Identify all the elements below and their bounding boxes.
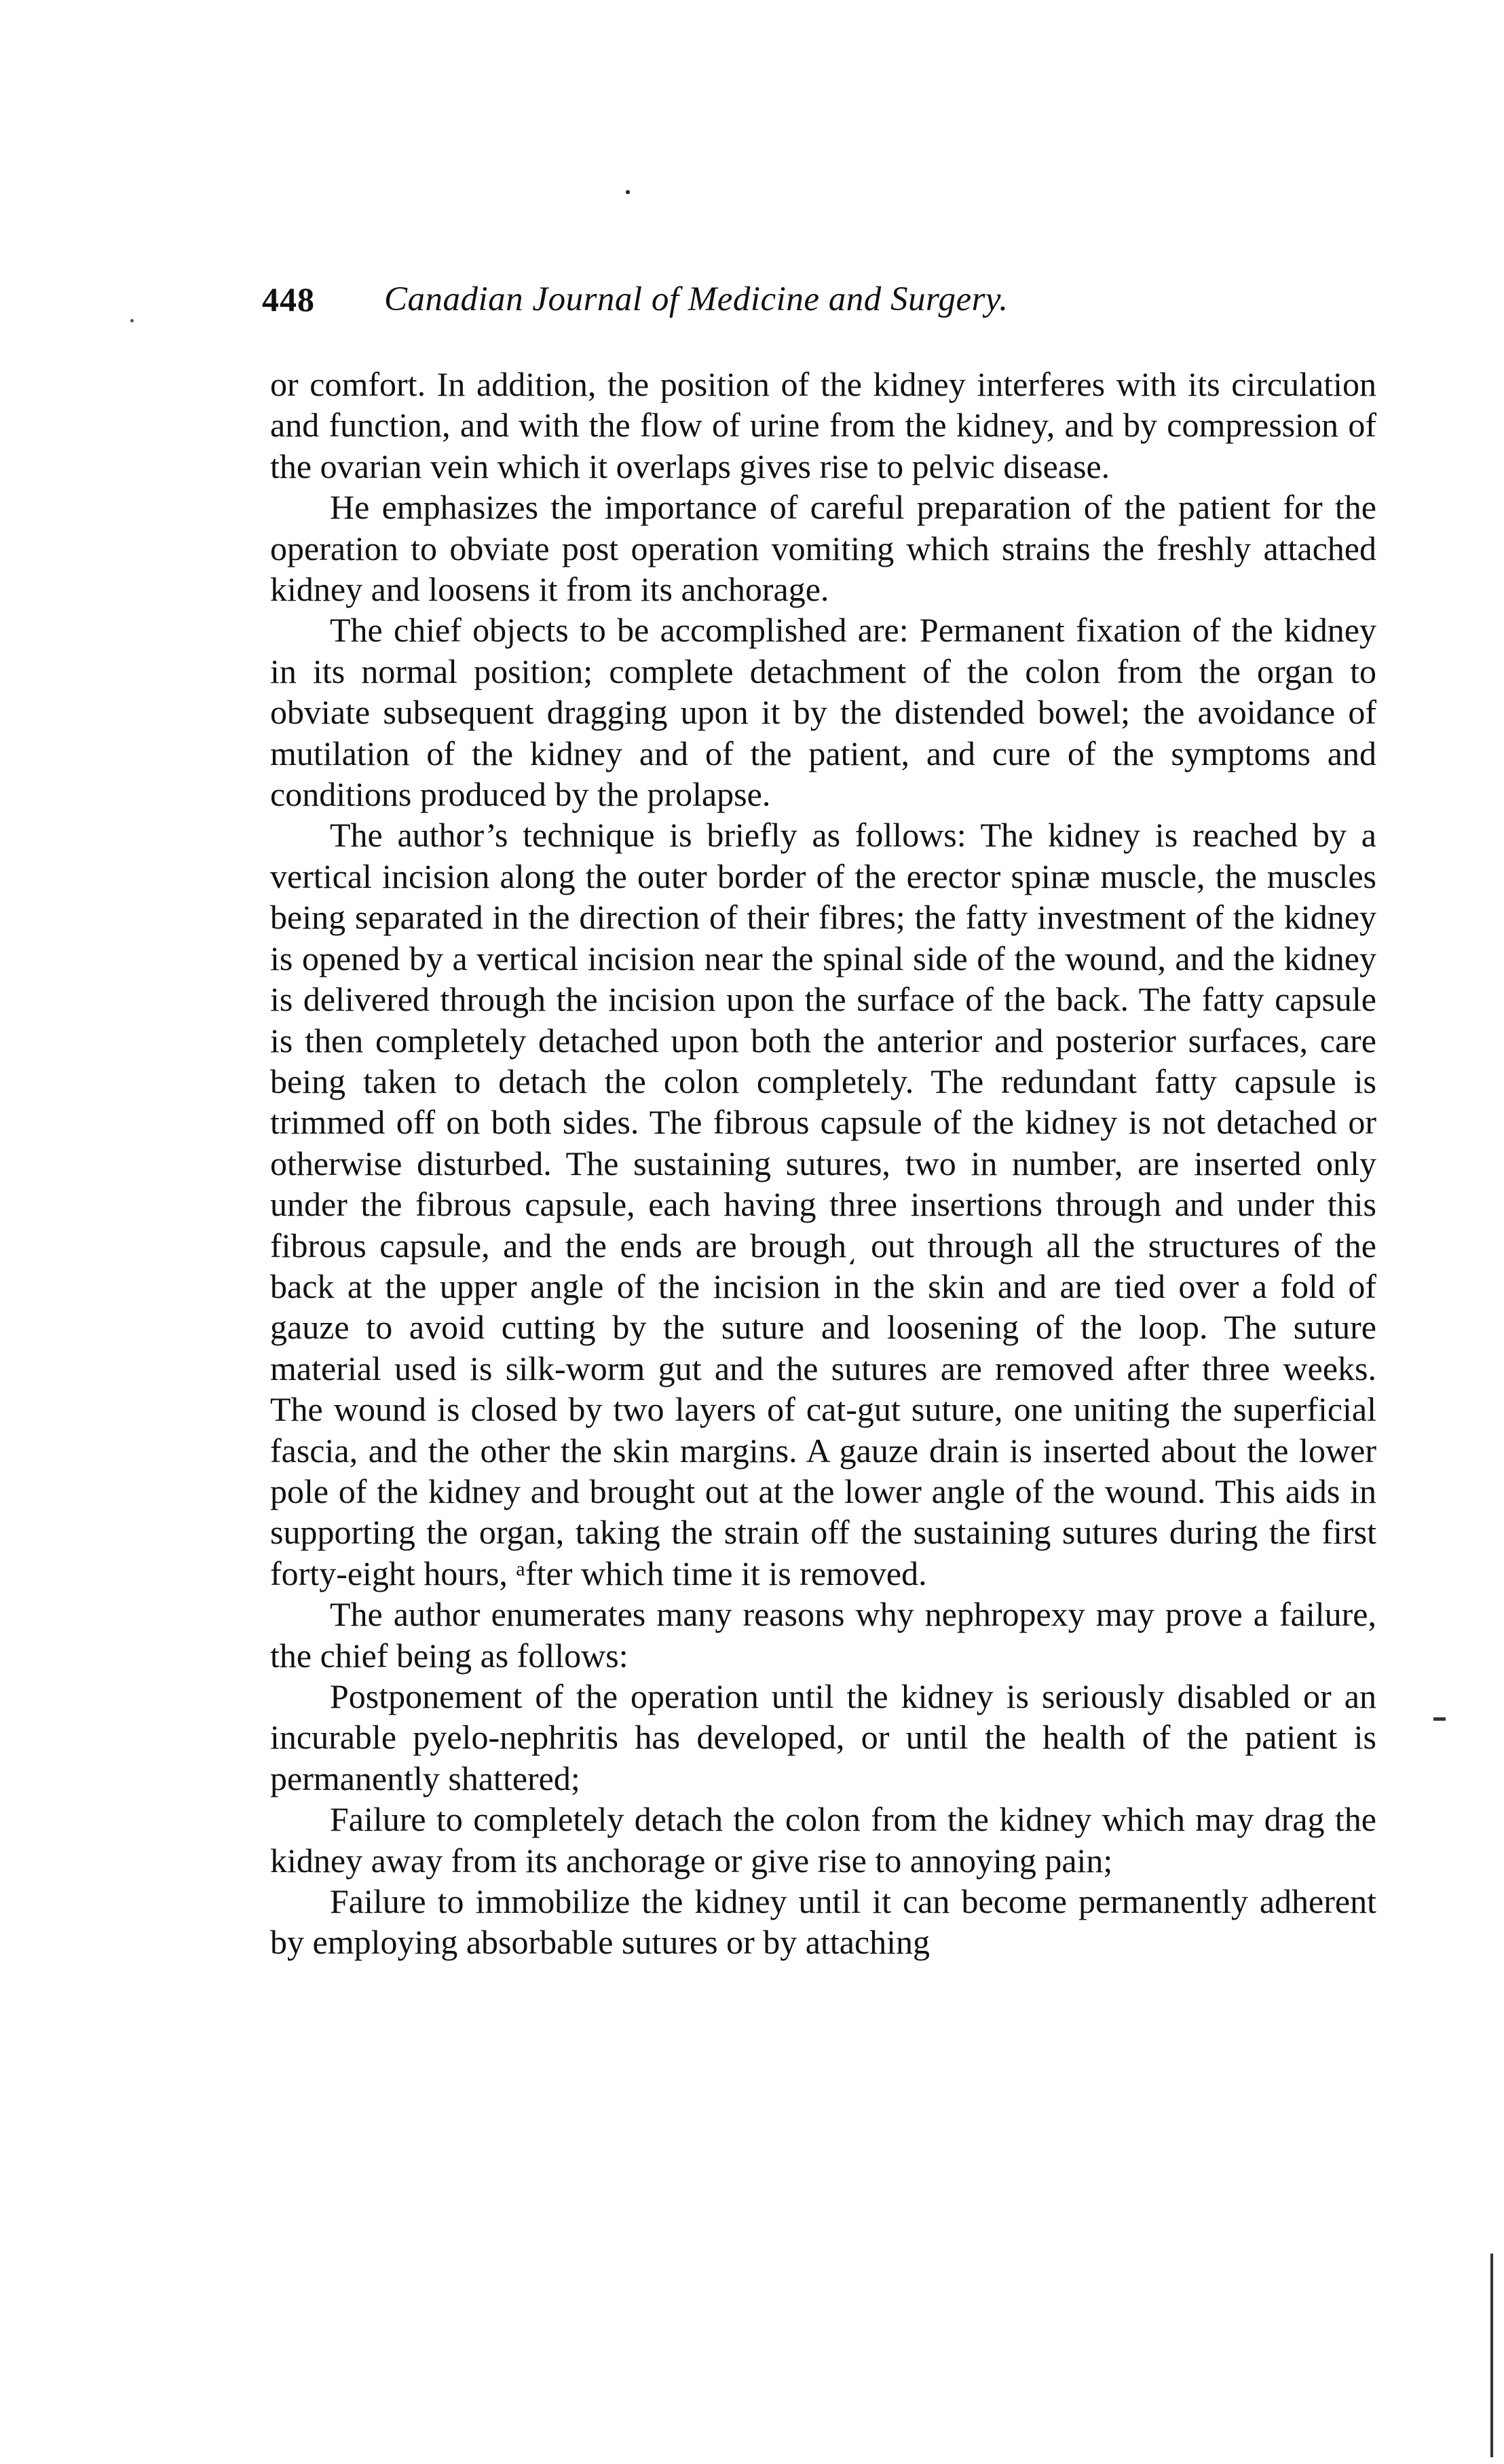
paragraph: The chief objects to be accomplished are: Permanent fixation of the kidney in its normal position; complete detachment of the colon from the organ to obviate subsequent dragging upon it by the distended bowel; the avoidance of mutilation of the kidney and of the patient, and cure of the symptoms and conditions produced by the prolapse. xyxy=(270,611,1376,814)
margin-mark xyxy=(1433,1717,1446,1721)
journal-title: Canadian Journal of Medicine and Surgery. xyxy=(384,280,1009,318)
page-edge-line xyxy=(1490,2254,1493,2457)
paragraph: He emphasizes the importance of careful preparation of the patient for the operation to obviate post operation vomiting which strains the freshly attached kidney and loosens it from its anchorage. xyxy=(270,488,1376,609)
paragraph: or comfort. In addition, the position of the kidney interferes with its circulation and function, and with the flow of urine from the kidney, and by compression of the ovarian vein which it overlaps gives rise to pelvic disease. xyxy=(270,365,1376,485)
print-speck xyxy=(626,190,630,194)
paragraph: Postponement of the operation until the kidney is seriously disabled or an incurable pyelo-nephritis has developed, or until the health of the patient is permanently shattered; xyxy=(270,1677,1376,1797)
print-speck xyxy=(130,319,134,322)
page-number: 448 xyxy=(262,280,315,318)
paragraph: Failure to completely detach the colon from the kidney which may drag the kidney away from its anchorage or give rise to annoying pain; xyxy=(270,1800,1376,1880)
paragraph: Failure to immobilize the kidney until it can become permanently adherent by employing absorbable sutures or by attaching xyxy=(270,1882,1376,1962)
article-body xyxy=(270,364,1376,1963)
paragraph: The author’s technique is briefly as follows: The kidney is reached by a vertical incision along the outer border of the erector spinæ muscle, the muscles being separated in the direction of their fibres; the fatty investment of the kidney is opened by a vertical incision near the spinal side of the wound, and the kidney is delivered through the incision upon the surface of the back. The fatty capsule is then completely detached upon both the anterior and posterior surfaces, care being taken to detach the colon completely. The redundant fatty capsule is trimmed off on both sides. The fibrous capsule of the kidney is not detached or otherwise disturbed. The sustaining sutures, two in number, are inserted only under the fibrous capsule, each having three insertions through and under this fibrous capsule, and the ends are brough͵ out through all the structures of the back at the upper angle of the incision in the skin and are tied over a fold of gauze to avoid cutting by the suture and loosening of the loop. The suture material used is silk-worm gut and the sutures are removed after three weeks. The wound is closed by two layers of cat-gut suture, one uniting the superficial fascia, and the other the skin margins. A gauze drain is inserted about the lower pole of the kidney and brought out at the lower angle of the wound. This aids in supporting the organ, taking the strain off the sustaining sutures during the first forty-eight hours, ᵃfter which time it is removed. xyxy=(270,816,1376,1592)
paragraph: The author enumerates many reasons why nephropexy may prove a failure, the chief being as follows: xyxy=(270,1595,1376,1675)
running-header xyxy=(262,280,1361,334)
